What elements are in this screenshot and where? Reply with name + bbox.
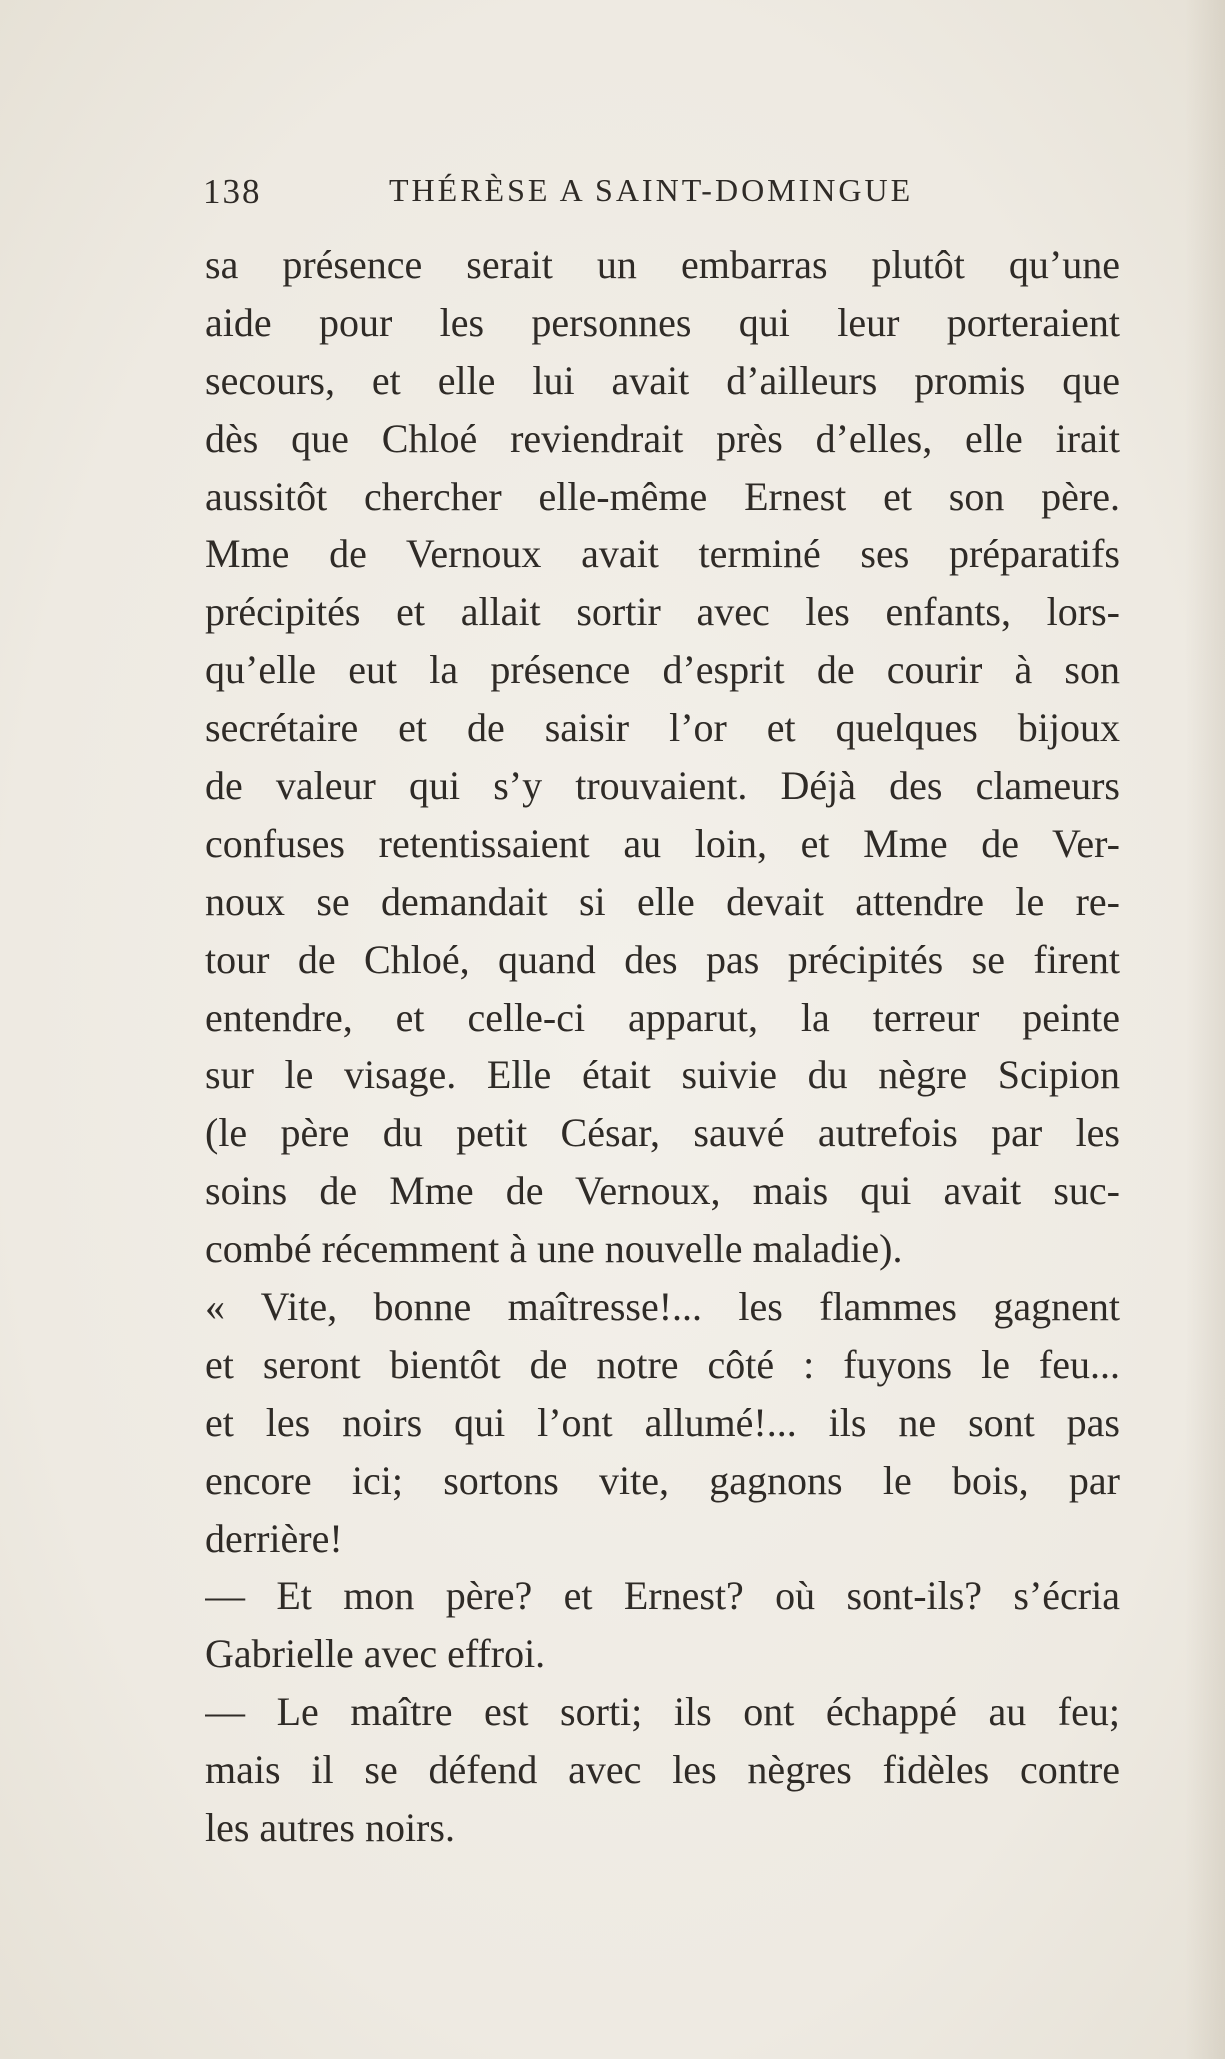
text-line: sa présence serait un embarras plutôt qu’une [205,242,1120,287]
text-line: et seront bientôt de notre côté : fuyons le feu... [205,1341,1120,1387]
text-line: Mme de Vernoux avait terminé ses préparatifs [205,531,1120,577]
page-header [203,172,1123,222]
page-number: 138 [203,172,262,211]
text-line: entendre, et celle-ci apparut, la terreur peinte [205,994,1120,1040]
text-line: de valeur qui s’y trouvaient. Déjà des clameurs [205,763,1120,809]
running-title: THÉRÈSE A SAINT-DOMINGUE [389,172,914,208]
text-line: (le père du petit César, sauvé autrefois par les [205,1110,1120,1156]
text-line: — Le maître est sorti; ils ont échappé au feu; [205,1689,1120,1735]
text-line: dès que Chloé reviendrait près d’elles, elle irait [205,415,1120,461]
text-line: précipités et allait sortir avec les enfants, lors- [205,589,1120,635]
text-line: noux se demandait si elle devait attendre le re- [205,878,1120,924]
text-line: derrière! [205,1515,343,1561]
text-line: aussitôt chercher elle-même Ernest et son père. [205,473,1120,519]
text-line: mais il se défend avec les nègres fidèles contre [205,1747,1120,1793]
text-line: soins de Mme de Vernoux, mais qui avait suc- [205,1168,1120,1214]
body-text [205,236,1120,1857]
text-line: aide pour les personnes qui leur porteraient [205,299,1120,345]
text-line: « Vite, bonne maîtresse!... les flammes gagnent [205,1284,1120,1330]
text-line: les autres noirs. [205,1805,455,1851]
text-line: secrétaire et de saisir l’or et quelques bijoux [205,705,1120,751]
text-line: Gabrielle avec effroi. [205,1631,546,1677]
text-line: sur le visage. Elle était suivie du nègre Scipion [205,1052,1120,1098]
text-line: qu’elle eut la présence d’esprit de courir à son [205,647,1120,693]
page-edge-shadow [1185,0,1225,2059]
text-line: — Et mon père? et Ernest? où sont-ils? s’écria [205,1573,1120,1619]
text-line: et les noirs qui l’ont allumé!... ils ne sont pas [205,1399,1120,1445]
text-line: encore ici; sortons vite, gagnons le bois, par [205,1457,1120,1503]
text-line: combé récemment à une nouvelle maladie). [205,1226,903,1272]
text-line: confuses retentissaient au loin, et Mme de Ver- [205,820,1120,866]
text-line: tour de Chloé, quand des pas précipités se firent [205,936,1120,982]
text-line: secours, et elle lui avait d’ailleurs promis que [205,357,1120,403]
